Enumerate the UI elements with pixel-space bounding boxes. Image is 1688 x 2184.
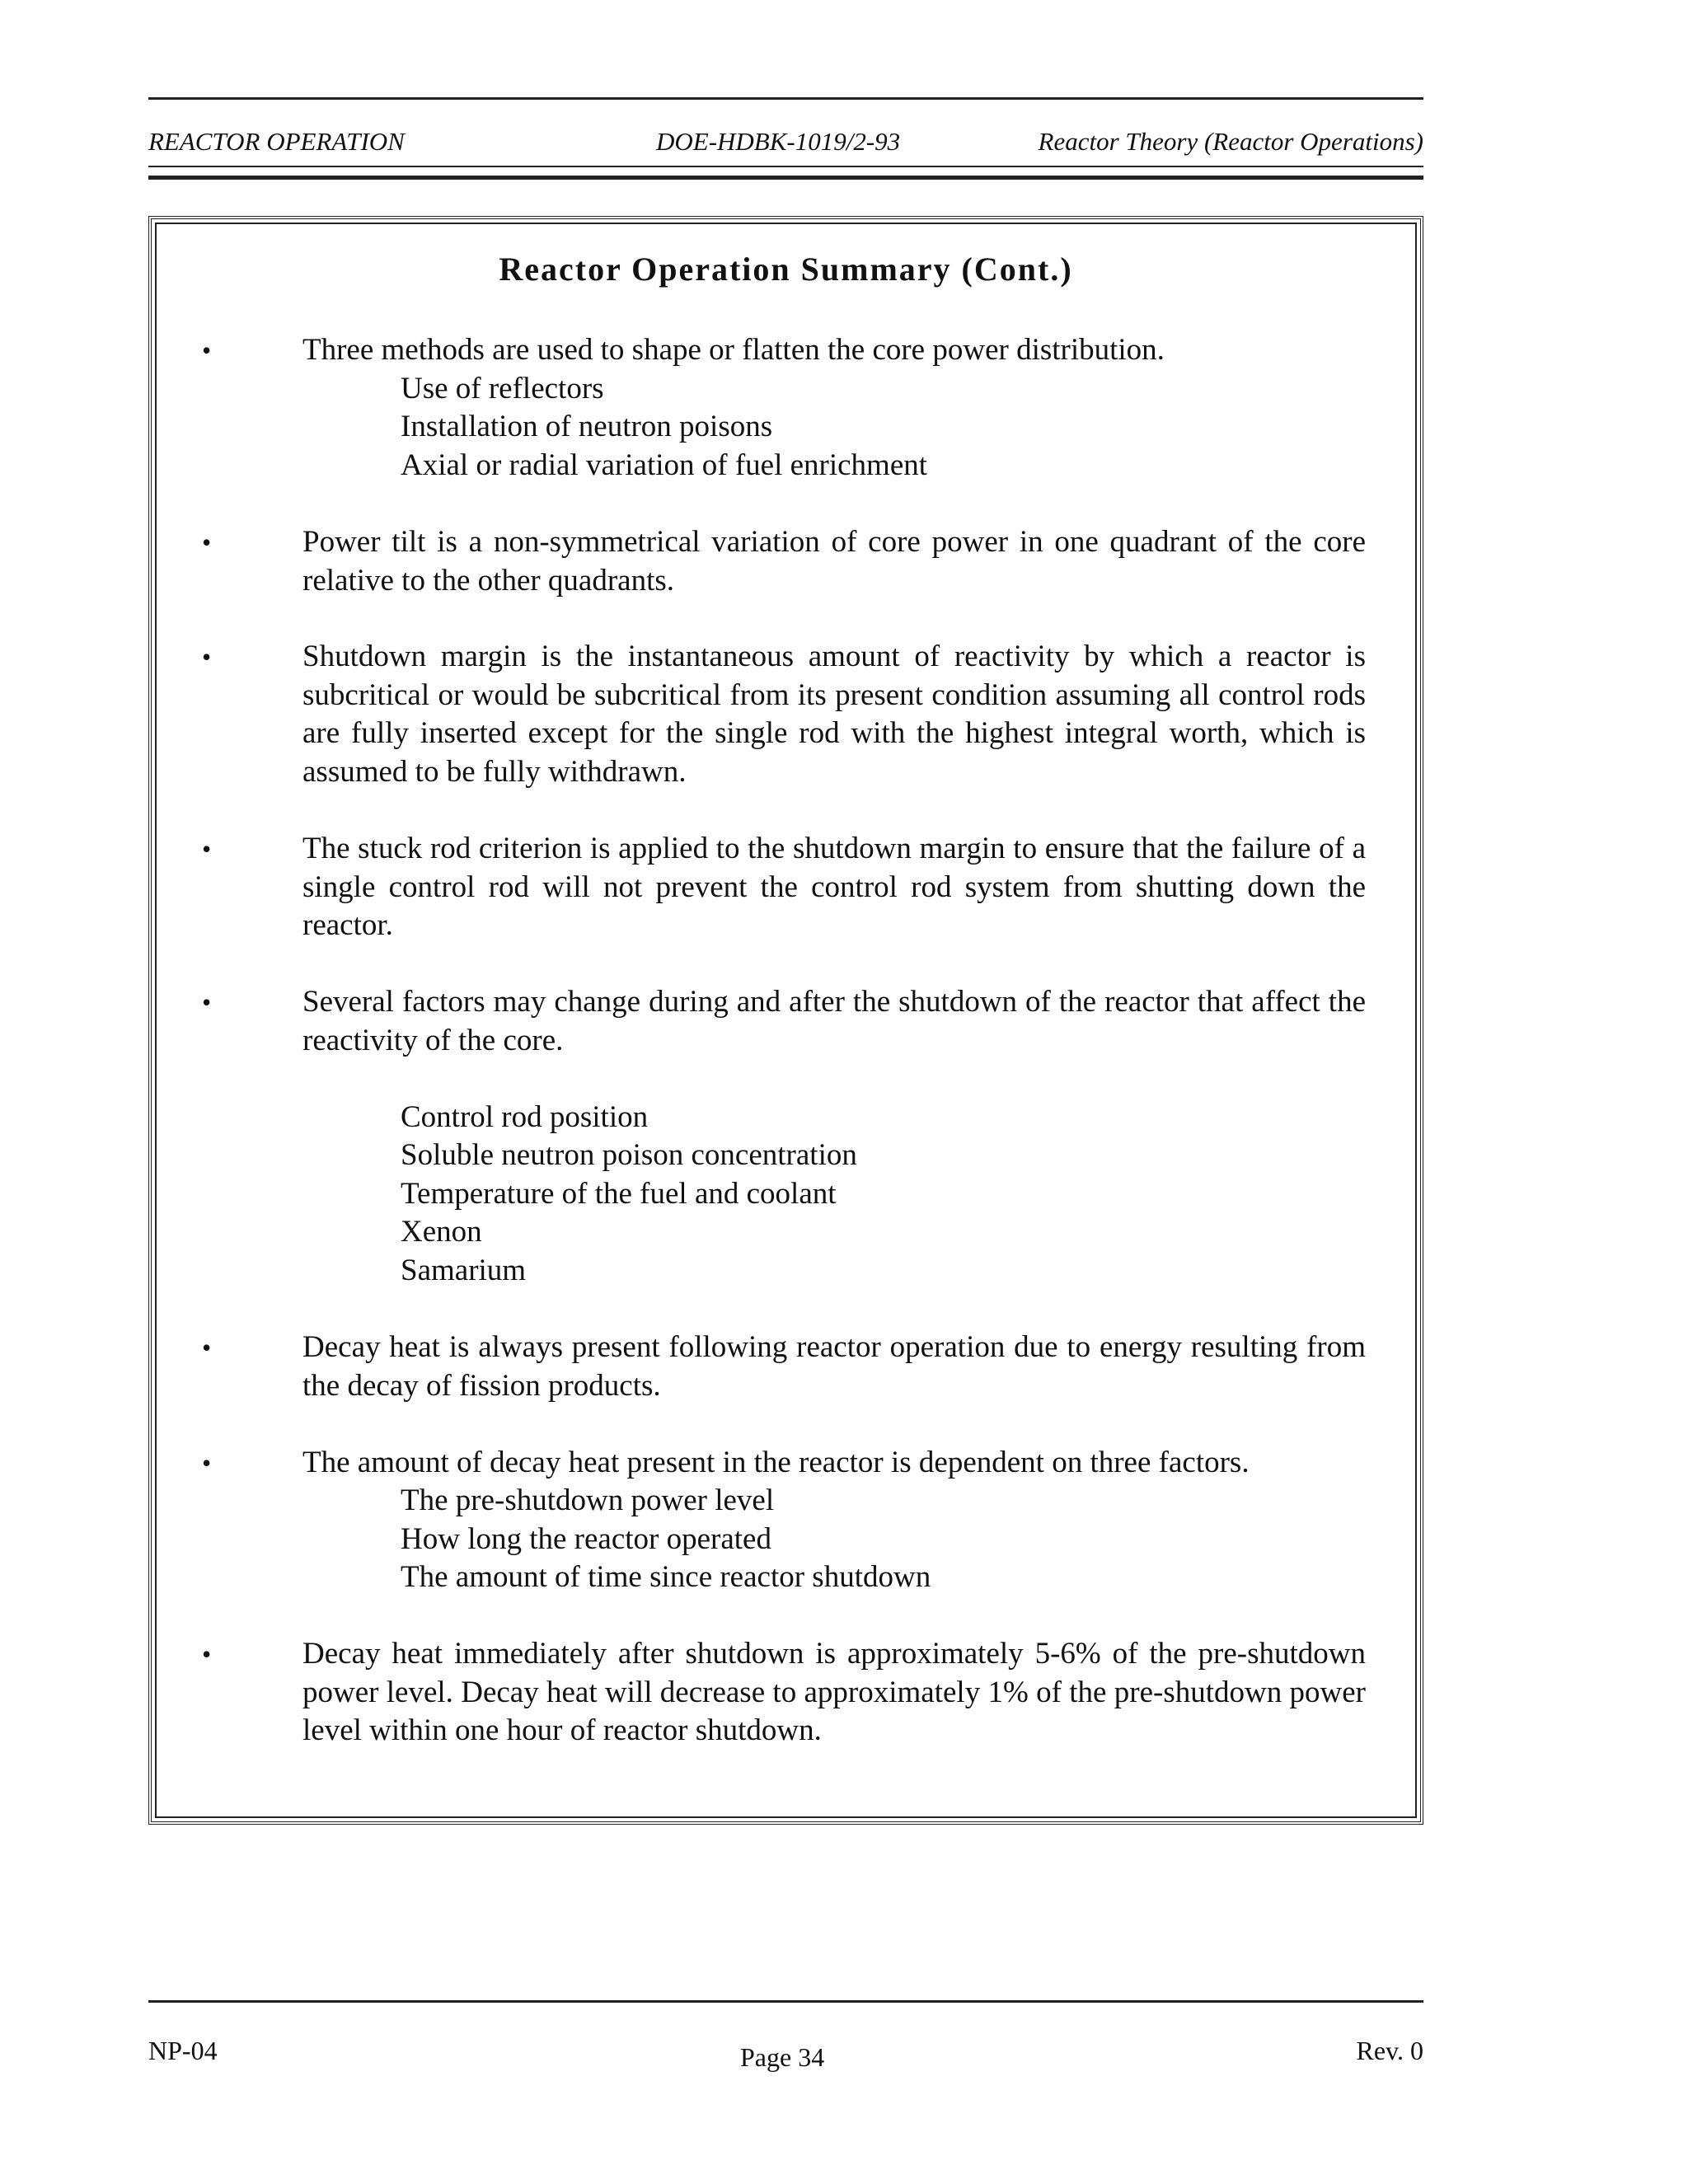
page-number: Page 34 [740, 2042, 825, 2072]
summary-title: Reactor Operation Summary (Cont.) [499, 251, 1073, 288]
bullet-7: • [202, 1448, 212, 1478]
summary-item-5-sub-3: Temperature of the fuel and coolant [401, 1177, 837, 1211]
summary-item-3: Shutdown margin is the instantaneous amount of reactivity by which a reactor is subcritical or would be subcritical from its present condition assuming all control rods are fully inserted except for the single rod with the highest integral worth, which is assumed to be fully withdrawn. [302, 640, 1366, 789]
footer-module-code: NP-04 [148, 2036, 218, 2065]
header-bottom-rule-thin [148, 166, 1423, 167]
summary-item-1-sub-2: Installation of neutron poisons [401, 410, 773, 443]
summary-item-1-sub-1: Use of reflectors [401, 372, 604, 405]
bullet-5: • [202, 987, 212, 1017]
bullet-8: • [202, 1639, 212, 1669]
summary-item-6: Decay heat is always present following reactor operation due to energy resulting from the decay of fission products. [302, 1330, 1366, 1403]
bullet-4: • [202, 834, 212, 864]
summary-item-5-sub-4: Xenon [401, 1215, 482, 1249]
summary-item-1-sub-3: Axial or radial variation of fuel enrichment [401, 448, 928, 482]
header-top-rule [148, 97, 1423, 100]
summary-item-7-sub-1: The pre-shutdown power level [401, 1483, 775, 1517]
summary-item-4: The stuck rod criterion is applied to the shutdown margin to ensure that the failure of a single control rod will not prevent the control rod system from shutting down the reactor. [302, 832, 1366, 942]
header-document-number: DOE-HDBK-1019/2-93 [656, 127, 901, 156]
summary-item-5-sub-2: Soluble neutron poison concentration [401, 1138, 857, 1172]
bullet-6: • [202, 1333, 212, 1362]
summary-item-7: The amount of decay heat present in the reactor is dependent on three factors. [302, 1446, 1250, 1479]
bullet-2: • [202, 527, 212, 557]
summary-item-5-sub-1: Control rod position [401, 1100, 649, 1134]
summary-item-7-sub-2: How long the reactor operated [401, 1522, 771, 1556]
header-section-title: REACTOR OPERATION [148, 127, 405, 156]
header-chapter-title: Reactor Theory (Reactor Operations) [1038, 127, 1423, 156]
bullet-1: • [202, 335, 212, 365]
summary-item-8: Decay heat immediately after shutdown is approximately 5-6% of the pre-shutdown power level. Decay heat will decrease to approximately 1% of the pre-shutdown power level within one hour of reactor shutdown. [302, 1637, 1366, 1747]
summary-item-5: Several factors may change during and after the shutdown of the reactor that affect the reactivity of the core. [302, 985, 1366, 1057]
summary-item-5-sub-5: Samarium [401, 1254, 527, 1287]
summary-item-2: Power tilt is a non-symmetrical variation of core power in one quadrant of the core relative to the other quadrants. [302, 525, 1366, 598]
summary-item-1: Three methods are used to shape or flatten the core power distribution. [302, 333, 1165, 367]
footer-rule [148, 2000, 1423, 2003]
header-bottom-rule-thick [148, 176, 1423, 180]
bullet-3: • [202, 642, 212, 672]
summary-item-7-sub-3: The amount of time since reactor shutdown [401, 1560, 931, 1594]
footer-revision: Rev. 0 [1356, 2036, 1423, 2065]
